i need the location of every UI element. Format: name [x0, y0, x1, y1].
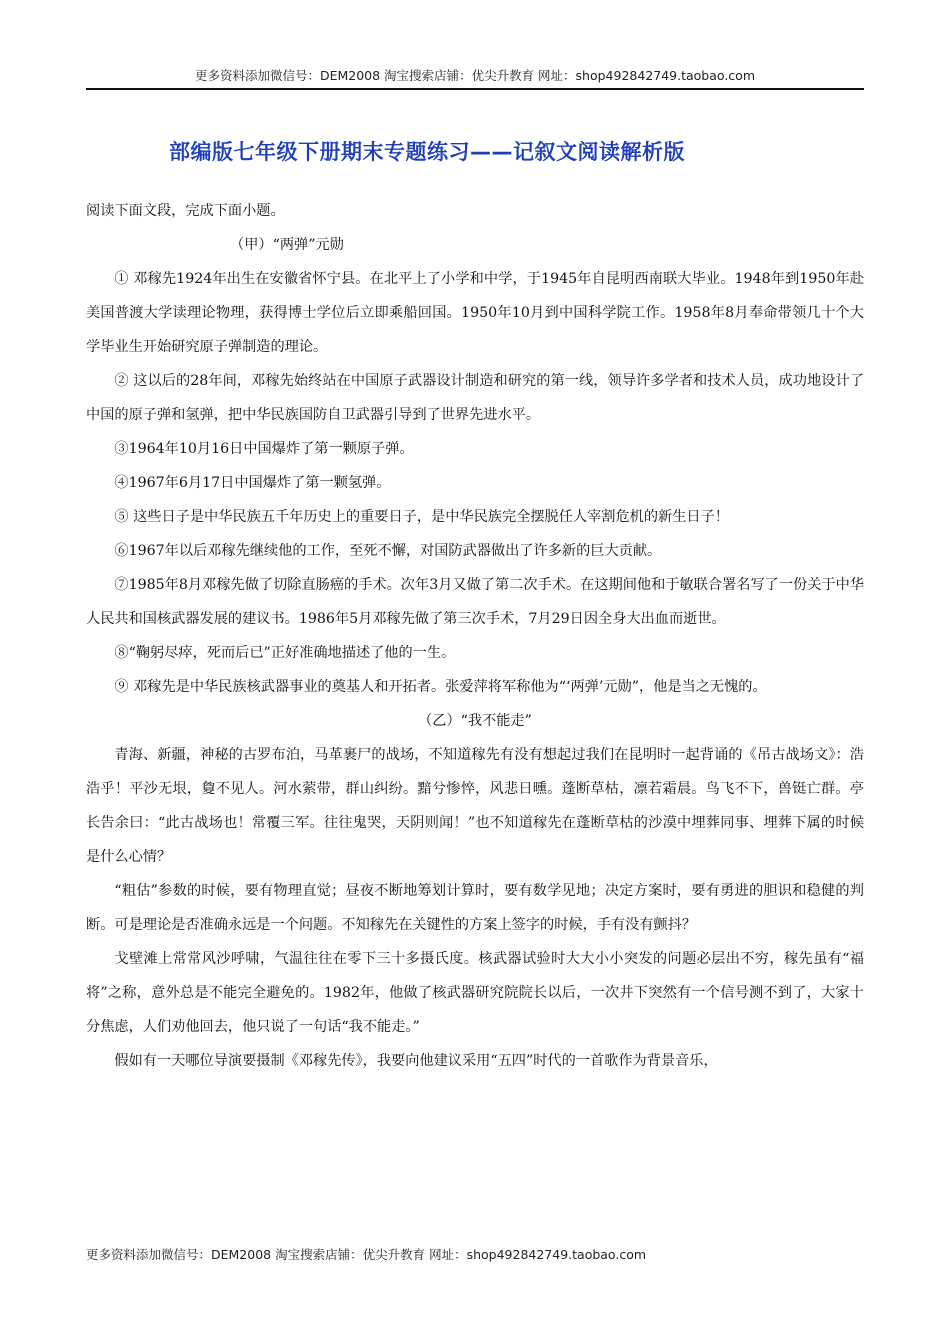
- header-divider: [86, 88, 864, 90]
- document-body: [86, 194, 864, 1078]
- paragraph: ③1964年10月16日中国爆炸了第一颗原子弹。: [114, 441, 414, 457]
- paragraph: 戈壁滩上常常风沙呼啸，气温往往在零下三十多摄氏度。核武器试验时大大小小突发的问题必层出不穷，稼先虽有“福将”之称，意外总是不能完全避免的。1982年，他做了核武器研究院院长以后，一次井下突然有一个信号测不到了，大家十分焦虑，人们劝他回去，他只说了一句话“我不能走。”: [86, 951, 864, 1035]
- paragraph: 青海、新疆，神秘的古罗布泊，马革裹尸的战场，不知道稼先有没有想起过我们在昆明时一起背诵的《吊古战场文》：浩浩乎！平沙无垠，敻不见人。河水萦带，群山纠纷。黯兮惨悴，风悲日曛。蓬断草枯，凛若霜晨。鸟飞不下，兽铤亡群。亭长告余曰：“此古战场也！常覆三军。往往鬼哭，天阴则闻！”也不知道稼先在蓬断草枯的沙漠中埋葬同事、埋葬下属的时候是什么心情？: [86, 747, 864, 865]
- paragraph: ⑦1985年8月邓稼先做了切除直肠癌的手术。次年3月又做了第二次手术。在这期间他和于敏联合署名写了一份关于中华人民共和国核武器发展的建议书。1986年5月邓稼先做了第三次手术，7月29日因全身大出血而逝世。: [86, 577, 864, 627]
- instruction-text: 阅读下面文段，完成下面小题。: [86, 203, 285, 219]
- paragraph: ⑨ 邓稼先是中华民族核武器事业的奠基人和开拓者。张爱萍将军称他为“‘两弹’元勋”，他是当之无愧的。: [114, 679, 767, 695]
- section-a-heading: （甲）“两弹”元勋: [230, 237, 344, 253]
- page-header: 更多资料添加微信号：DEM2008 淘宝搜索店铺：优尖升教育 网址：shop492842749.taobao.com: [194, 68, 756, 83]
- paragraph: ② 这以后的28年间，邓稼先始终站在中国原子武器设计制造和研究的第一线，领导许多学者和技术人员，成功地设计了中国的原子弹和氢弹，把中华民族国防自卫武器引导到了世界先进水平。: [86, 373, 864, 423]
- paragraph: “粗估”参数的时候，要有物理直觉；昼夜不断地筹划计算时，要有数学见地；决定方案时，要有勇进的胆识和稳健的判断。可是理论是否准确永远是一个问题。不知稼先在关键性的方案上签字的时候，手有没有颤抖？: [86, 883, 864, 933]
- paragraph: ⑧“鞠躬尽瘁，死而后已”正好准确地描述了他的一生。: [114, 645, 456, 661]
- document-title: 部编版七年级下册期末专题练习——记叙文阅读解析版: [169, 140, 685, 164]
- paragraph: ⑥1967年以后邓稼先继续他的工作，至死不懈，对国防武器做出了许多新的巨大贡献。: [114, 543, 662, 559]
- paragraph: ⑤ 这些日子是中华民族五千年历史上的重要日子，是中华民族完全摆脱任人宰割危机的新生日子！: [114, 509, 729, 525]
- page-footer: 更多资料添加微信号：DEM2008 淘宝搜索店铺：优尖升教育 网址：shop492842749.taobao.com: [86, 1247, 647, 1262]
- paragraph: 假如有一天哪位导演要摄制《邓稼先传》，我要向他建议采用“五四”时代的一首歌作为背景音乐，: [114, 1053, 718, 1069]
- paragraph: ④1967年6月17日中国爆炸了第一颗氢弹。: [114, 475, 391, 491]
- paragraph: ① 邓稼先1924年出生在安徽省怀宁县。在北平上了小学和中学，于1945年自昆明西南联大毕业。1948年到1950年赴美国普渡大学读理论物理，获得博士学位后立即乘船回国。1950年10月到中国科学院工作。1958年8月奉命带领几十个大学毕业生开始研究原子弹制造的理论。: [86, 271, 864, 355]
- section-b-heading: （乙）“我不能走”: [418, 713, 532, 729]
